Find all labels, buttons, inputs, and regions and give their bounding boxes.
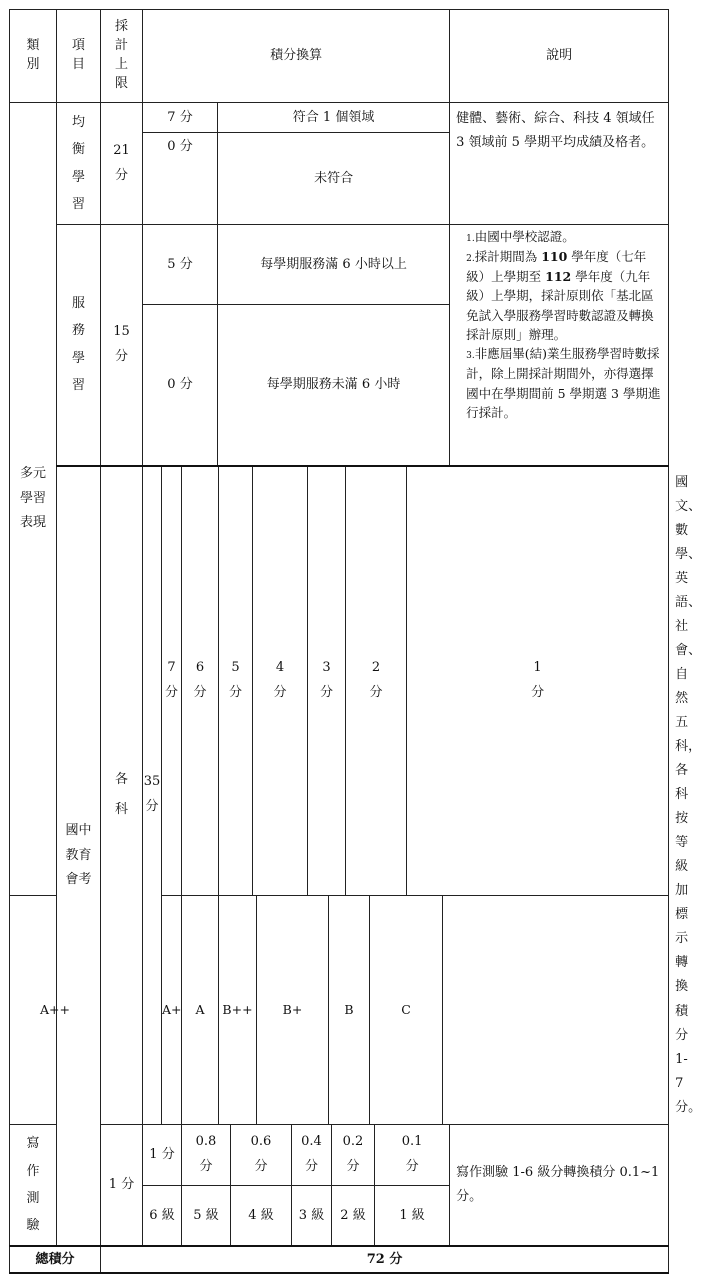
writing-desc: 寫作測驗 1-6 級分轉換積分 0.1~1 分。	[450, 1124, 669, 1246]
grade-c: C	[370, 895, 443, 1124]
item-writing: 寫 作 測 驗	[10, 1124, 57, 1246]
points-table	[9, 9, 701, 1274]
header-calc: 積分換算	[143, 10, 450, 103]
writing-score-1: 0.1 分	[375, 1124, 450, 1185]
item-subjects: 各 科	[101, 466, 143, 1125]
category-multi: 多元 學習 表現	[10, 103, 57, 896]
balanced-score-a: 7 分	[143, 103, 218, 133]
item-service: 服 務 學 習	[57, 225, 101, 466]
subject-score-1: 1 分	[407, 466, 669, 896]
service-score-a: 5 分	[143, 225, 218, 305]
service-cond-b: 每學期服務未滿 6 小時	[218, 305, 450, 466]
balanced-cond-b: 未符合	[218, 133, 450, 225]
service-note-1: 1.由國中學校認證。	[466, 229, 575, 244]
grade-b-plus: B+	[257, 895, 329, 1124]
limit-balanced: 21 分	[101, 103, 143, 225]
subject-score-5: 5 分	[219, 466, 253, 896]
writing-score-5: 0.8 分	[182, 1124, 231, 1185]
writing-score-3: 0.4 分	[292, 1124, 332, 1185]
balanced-row-1	[10, 103, 669, 133]
item-balanced: 均 衡 學 習	[57, 103, 101, 225]
writing-level-1: 1 級	[375, 1185, 450, 1246]
limit-writing: 1 分	[101, 1124, 143, 1246]
writing-level-4: 4 級	[231, 1185, 292, 1246]
subject-score-7: 7 分	[162, 466, 182, 896]
service-note-2: 2.採計期間為 110 學年度（七年級）上學期至 112 學年度（九年級）上學期，採計原則依「基北區免試入學服務學習時數認證及轉換採計原則」辦理。	[466, 248, 654, 342]
grade-a-plus: A+	[162, 895, 182, 1124]
grade-a: A	[182, 895, 219, 1124]
writing-score-6: 1 分	[143, 1124, 182, 1185]
grade-b-plus-plus: B++	[219, 895, 257, 1124]
service-cond-a: 每學期服務滿 6 小時以上	[218, 225, 450, 305]
writing-level-6: 6 級	[143, 1185, 182, 1246]
category-exam: 國中 教育 會考	[57, 466, 101, 1247]
service-row-1	[10, 225, 669, 305]
writing-row-1	[10, 1124, 669, 1185]
balanced-score-b: 0 分	[143, 133, 218, 225]
grade-b: B	[329, 895, 370, 1124]
balanced-desc: 健體、藝術、綜合、科技 4 領域任 3 領域前 5 學期平均成績及格者。	[450, 103, 669, 225]
header-item: 項 目	[57, 10, 101, 103]
writing-level-2: 2 級	[332, 1185, 375, 1246]
limit-service: 15 分	[101, 225, 143, 466]
balanced-cond-a: 符合 1 個領域	[218, 103, 450, 133]
total-value: 72 分	[101, 1246, 669, 1273]
grade-a-plus-plus: A++	[10, 895, 101, 1124]
subjects-row-1: 國中 教育 會考 各 科 35 分 7 分 6 分 5 分 4 分 3 分 2 分 1 分 國文、數學、英語、社會、自然五科，各科按等級加標示轉換積分 1-7 分。	[10, 466, 669, 896]
subject-score-3: 3 分	[308, 466, 346, 896]
service-note-3: 3.非應屆畢(結)業生服務學習時數採計，除上開採計期間外，亦得選擇國中在學期間前 5 學期選 3 學期進行採計。	[466, 346, 661, 421]
header-category: 類 別	[10, 10, 57, 103]
writing-score-4: 0.6 分	[231, 1124, 292, 1185]
subject-score-6: 6 分	[182, 466, 219, 896]
writing-level-3: 3 級	[292, 1185, 332, 1246]
total-label: 總積分	[10, 1246, 101, 1273]
header-limit: 採 計 上 限	[101, 10, 143, 103]
subject-score-2: 2 分	[346, 466, 407, 896]
writing-level-5: 5 級	[182, 1185, 231, 1246]
header-desc: 說明	[450, 10, 669, 103]
header-row	[10, 10, 669, 103]
service-score-b: 0 分	[143, 305, 218, 466]
writing-score-2: 0.2 分	[332, 1124, 375, 1185]
service-notes	[450, 225, 669, 466]
subject-score-4: 4 分	[253, 466, 308, 896]
limit-subjects: 35 分	[143, 466, 162, 1125]
total-row	[10, 1246, 669, 1273]
